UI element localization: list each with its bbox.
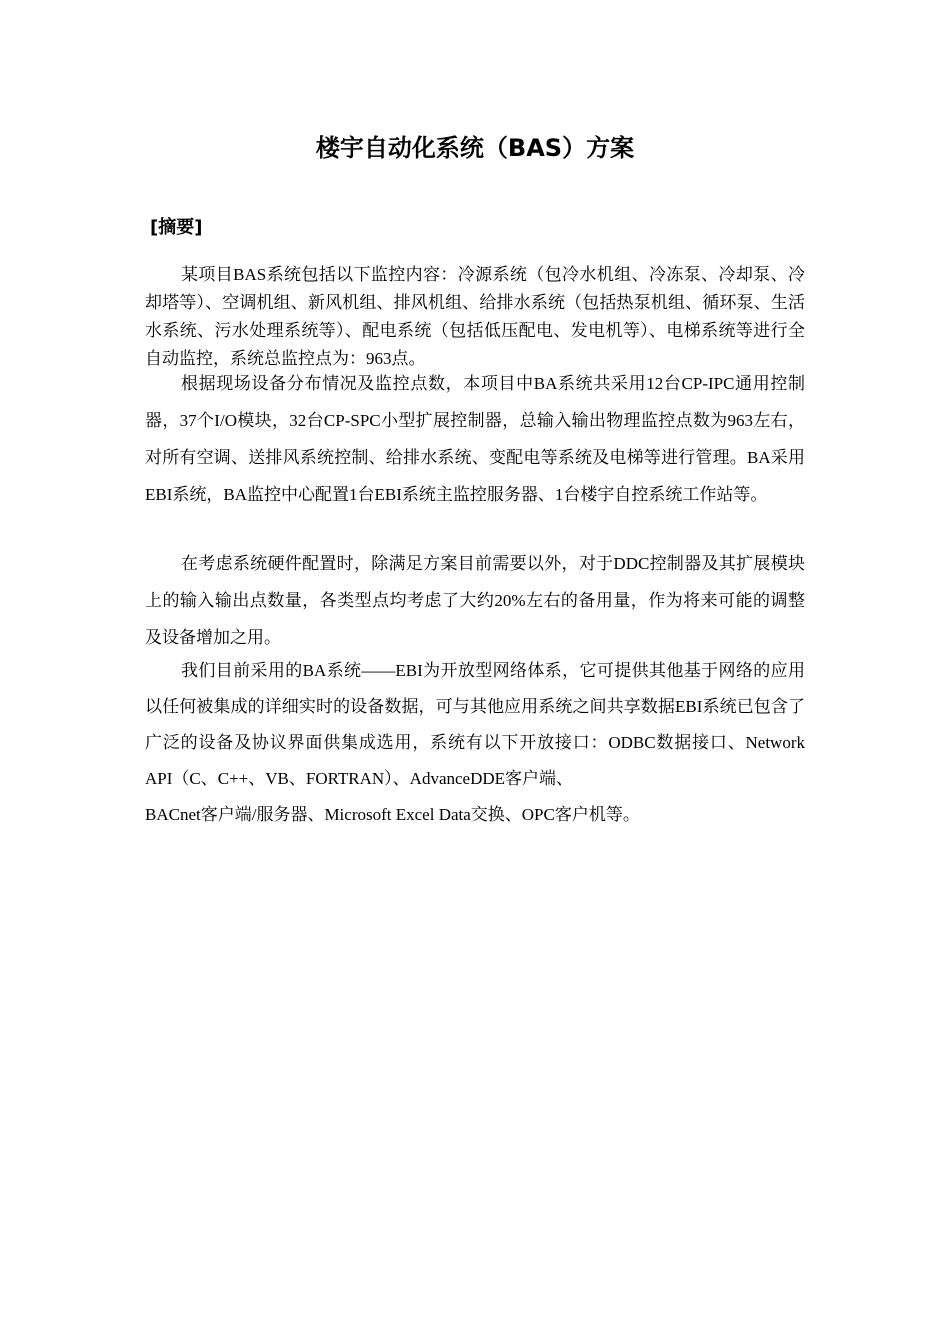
paragraph-4-text: 我们目前采用的BA系统——EBI为开放型网络体系，它可提供其他基于网络的应用以任何被集成的详细实时的设备数据，可与其他应用系统之间共享数据EBI系统已包含了广泛的设备及协议界面供集成选用，系统有以下开放接口：ODBC数据接口、Network API（C、C++、VB、FORTRAN）、AdvanceDDE客户端、 bbox=[145, 661, 805, 788]
paragraph-2: 根据现场设备分布情况及监控点数，本项目中BA系统共采用12台CP-IPC通用控制器，37个I/O模块，32台CP-SPC小型扩展控制器，总输入输出物理监控点数为963左右，对所有空调、送排风系统控制、给排水系统、变配电等系统及电梯等进行管理。BA采用EBI系统，BA监控中心配置1台EBI系统主监控服务器、1台楼宇自控系统工作站等。 bbox=[145, 374, 805, 504]
paragraph-1: 某项目BAS系统包括以下监控内容：冷源系统（包冷水机组、冷冻泵、冷却泵、冷却塔等）、空调机组、新风机组、排风机组、给排水系统（包括热泵机组、循环泵、生活水系统、污水处理系统等）、配电系统（包括低压配电、发电机等）、电梯系统等进行全自动监控，系统总监控点为：963点。 bbox=[145, 265, 805, 368]
paragraph-4-last-line: BACnet客户端/服务器、Microsoft Excel Data交换、OPC客户机等。 bbox=[145, 805, 640, 824]
abstract-heading: [摘要] bbox=[150, 217, 203, 238]
document-title: 楼宇自动化系统（BAS）方案 bbox=[315, 134, 635, 162]
paragraph-4 bbox=[145, 653, 805, 833]
paragraph-3: 在考虑系统硬件配置时，除满足方案目前需要以外，对于DDC控制器及其扩展模块上的输入输出点数量，各类型点均考虑了大约20%左右的备用量，作为将来可能的调整及设备增加之用。 bbox=[145, 554, 805, 647]
